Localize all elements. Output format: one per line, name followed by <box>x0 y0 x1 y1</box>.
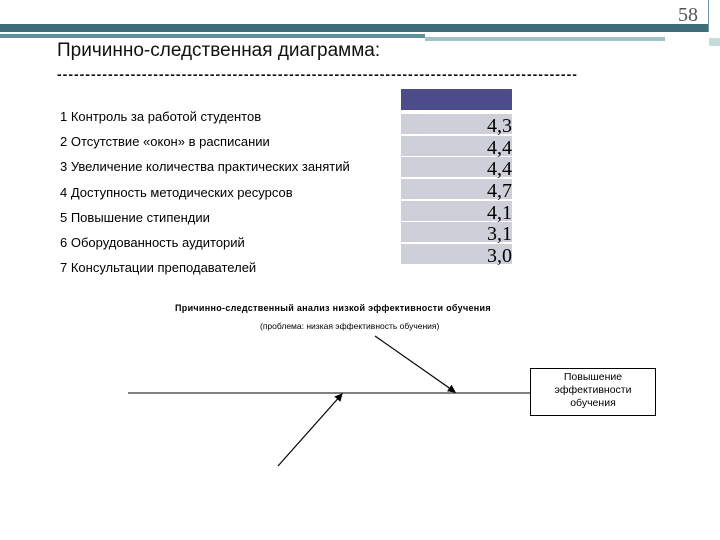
score-value: 4,7 <box>487 180 512 203</box>
score-value: 3,0 <box>487 245 512 268</box>
effect-label: Повышение эффективности обучения <box>554 371 632 409</box>
score-value: 4,4 <box>487 136 512 159</box>
factor-item: 4 Доступность методических ресурсов <box>60 184 293 200</box>
diagram-subtitle: (проблема: низкая эффективность обучения) <box>260 321 440 331</box>
score-value: 4,4 <box>487 158 512 181</box>
factor-item: 2 Отсутствие «окон» в расписании <box>60 134 270 150</box>
factor-item: 5 Повышение стипендии <box>60 209 210 225</box>
score-value: 4,1 <box>487 201 512 224</box>
factor-item: 1 Контроль за работой студентов <box>60 109 262 124</box>
score-value: 3,1 <box>487 223 512 246</box>
cause-arrow-bottom <box>278 394 342 466</box>
slide-number: 58 <box>678 4 698 26</box>
factor-item: 6 Оборудованность аудиторий <box>60 234 245 250</box>
effect-box <box>530 368 656 416</box>
factor-item: 7 Консультации преподавателей <box>60 260 257 276</box>
score-value: 4,3 <box>487 115 512 137</box>
factor-item: 3 Увеличение количества практических занятий <box>60 159 350 175</box>
title-separator: -------------------------------------------------------------------------------------------- <box>57 66 578 82</box>
cause-arrow-top <box>375 336 455 392</box>
diagram-title: Причинно-следственный анализ низкой эффективности обучения <box>175 303 491 313</box>
page-title: Причинно-следственная диаграмма: <box>57 40 381 61</box>
